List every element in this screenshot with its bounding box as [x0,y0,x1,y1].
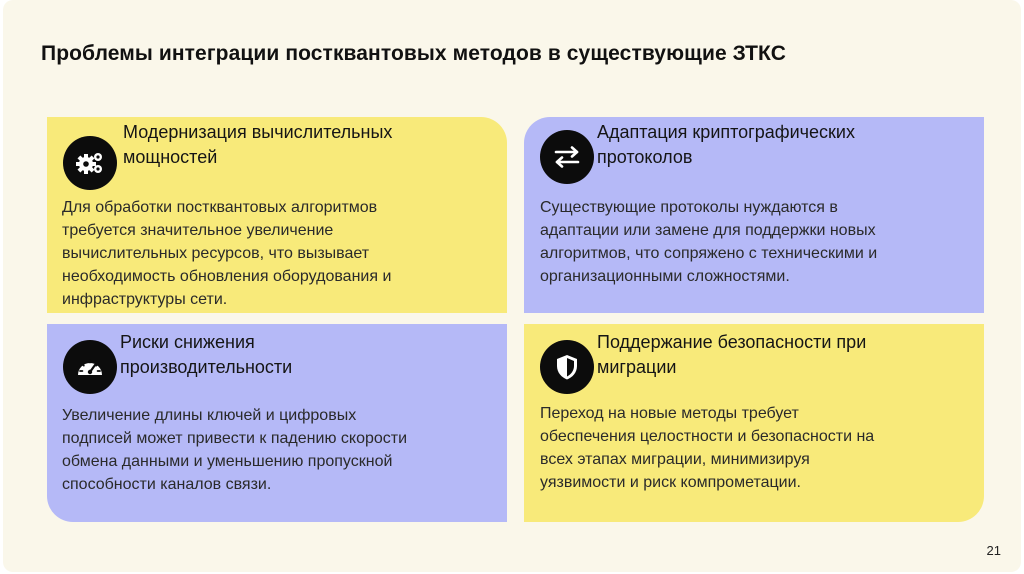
speedometer-icon [63,340,117,394]
slide-title: Проблемы интеграции постквантовых методов в существующие ЗТКС [41,42,786,65]
swap-arrows-icon [540,130,594,184]
card-body: Переход на новые методы требует обеспечения целостности и безопасности на всех этапах миграции, минимизируя уязвимости и риск компрометации. [540,405,875,491]
card-protocol-adaptation [524,117,984,313]
shield-icon [540,340,594,394]
card-heading: Адаптация криптографических протоколов [597,122,855,167]
card-migration-security [524,324,984,522]
page-number: 21 [986,543,1001,558]
card-heading: Поддержание безопасности при миграции [597,332,867,377]
card-body: Для обработки постквантовых алгоритмов требуется значительное увеличение вычислительных ресурсов, что вызывает необходимость обновления оборудования и инфраструктуры сети. [62,199,392,308]
slide [3,0,1021,572]
gears-icon [63,136,117,190]
card-body: Увеличение длины ключей и цифровых подписей может привести к падению скорости обмена данными и уменьшению пропускной способности каналов связи. [62,407,408,493]
card-computing-power [47,117,507,313]
card-heading: Модернизация вычислительных мощностей [123,122,393,167]
card-heading: Риски снижения производительности [120,332,293,377]
card-performance-risks [47,324,507,522]
card-body: Существующие протоколы нуждаются в адаптации или замене для поддержки новых алгоритмов, что сопряжено с техническими и организационными сложностями. [540,199,878,285]
